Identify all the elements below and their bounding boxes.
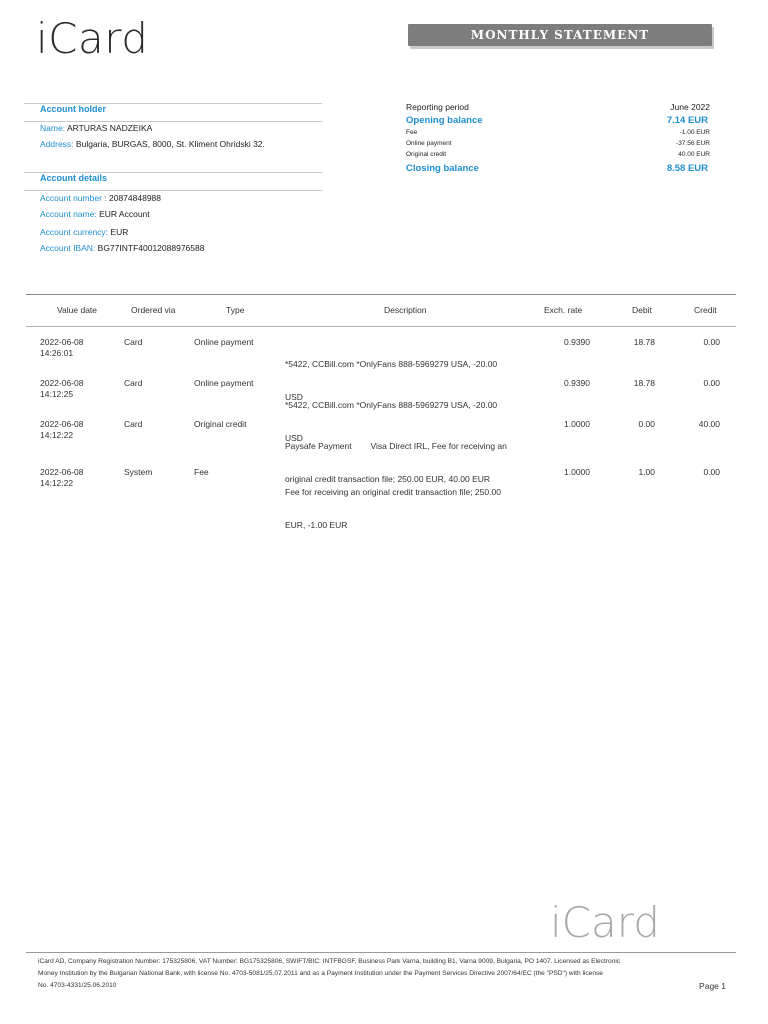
row-date: 2022-06-08 xyxy=(40,467,84,477)
row-exch-rate: 0.9390 xyxy=(564,378,590,388)
account-number-row xyxy=(40,193,161,203)
reporting-period-value: June 2022 xyxy=(670,102,710,112)
row-exch-rate: 1.0000 xyxy=(564,467,590,477)
table-row-date xyxy=(40,337,83,359)
footer-line-3: No. 4703-4331/25.06.2010 xyxy=(38,982,117,989)
account-name-label: Account name: xyxy=(40,209,97,219)
header-debit: Debit xyxy=(632,305,652,315)
divider xyxy=(24,121,322,122)
holder-address-value: Bulgaria, BURGAS, 8000, St. Kliment Ohridski 32. xyxy=(75,139,265,149)
row-description-line2: USD xyxy=(285,392,303,402)
row-credit: 0.00 xyxy=(703,467,720,477)
holder-name-value: ARTURAS NADZEIKA xyxy=(66,123,153,133)
icard-logo-footer: iCard xyxy=(550,898,660,947)
row-description-line1: *5422, CCBill.com *OnlyFans 888-5969279 USA, -20.00 xyxy=(285,359,498,369)
account-currency-value: EUR xyxy=(110,227,129,237)
table-row-date xyxy=(40,419,83,441)
icard-logo: iCard xyxy=(36,14,149,63)
row-time: 14:12:22 xyxy=(40,478,74,488)
fee-label: Fee xyxy=(406,129,418,136)
divider xyxy=(24,190,322,191)
table-header-rule xyxy=(26,326,736,327)
account-iban-label: Account IBAN: xyxy=(40,243,96,253)
account-name-row xyxy=(40,209,150,219)
header-description: Description xyxy=(384,305,427,315)
page-number: Page 1 xyxy=(699,981,726,991)
row-description-line1: Fee for receiving an original credit transaction file; 250.00 xyxy=(285,487,501,497)
account-iban-value: BG77INTF40012088976588 xyxy=(97,243,205,253)
row-type: Fee xyxy=(194,467,209,477)
fee-value: -1.00 EUR xyxy=(679,129,710,136)
row-description-line2: USD xyxy=(285,433,303,443)
row-description-line1: *5422, CCBill.com *OnlyFans 888-5969279 USA, -20.00 xyxy=(285,400,498,410)
account-number-label: Account number : xyxy=(40,193,107,203)
row-credit: 0.00 xyxy=(703,378,720,388)
footer-line-1: iCard AD, Company Registration Number: 175325806, VAT Number: BG175325806, SWIFT/BIC: INTFBGSF, Business Park Varna, building B1, Varna 9009, Bulgaria, PO 1407. Licensed as Electronic xyxy=(38,958,621,965)
row-credit: 40.00 xyxy=(698,419,720,429)
header-ordered-via: Ordered via xyxy=(131,305,176,315)
original-credit-label: Original credit xyxy=(406,151,447,158)
header-credit: Credit xyxy=(694,305,717,315)
row-debit: 1.00 xyxy=(638,467,655,477)
row-ordered-via: Card xyxy=(124,337,143,347)
closing-balance-value: 8.58 EUR xyxy=(666,163,708,174)
account-currency-row xyxy=(40,227,128,237)
row-exch-rate: 0.9390 xyxy=(564,337,590,347)
online-payment-label: Online payment xyxy=(406,140,452,147)
footer-line-2: Money Institution by the Bulgarian National Bank, with license No. 4703-5081/25.07.2011 and as a Payment Institution under the Payment Services Directive 2007/64/EC (the "PSD") with license xyxy=(38,970,603,977)
row-type: Original credit xyxy=(194,419,247,429)
row-description-line2: original credit transaction file; 250.00 EUR, 40.00 EUR xyxy=(285,474,491,484)
row-time: 14:26:01 xyxy=(40,348,74,358)
footer-rule xyxy=(26,952,736,953)
table-row-date xyxy=(40,378,83,400)
header-exch-rate: Exch. rate xyxy=(544,305,583,315)
statement-banner: MONTHLY STATEMENT xyxy=(408,24,712,46)
holder-name-label: Name: xyxy=(40,123,66,133)
account-currency-label: Account currency: xyxy=(40,227,109,237)
header-value-date: Value date xyxy=(57,305,98,315)
row-type: Online payment xyxy=(194,378,254,388)
row-description-line2: EUR, -1.00 EUR xyxy=(285,520,348,530)
row-ordered-via: Card xyxy=(124,378,143,388)
row-description-line1: Paysafe Payment Visa Direct IRL, Fee for receiving an xyxy=(285,441,507,451)
online-payment-value: -37.56 EUR xyxy=(676,140,710,147)
row-date: 2022-06-08 xyxy=(40,378,84,388)
opening-balance-label: Opening balance xyxy=(406,115,483,126)
table-top-rule xyxy=(26,294,736,295)
row-date: 2022-06-08 xyxy=(40,337,84,347)
original-credit-value: 40.00 EUR xyxy=(678,151,710,158)
row-debit: 0.00 xyxy=(638,419,655,429)
row-ordered-via: System xyxy=(124,467,153,477)
row-exch-rate: 1.0000 xyxy=(564,419,590,429)
account-holder-heading: Account holder xyxy=(40,104,107,114)
row-debit: 18.78 xyxy=(633,337,655,347)
account-name-value: EUR Account xyxy=(99,209,150,219)
row-date: 2022-06-08 xyxy=(40,419,84,429)
row-ordered-via: Card xyxy=(124,419,143,429)
row-time: 14:12:22 xyxy=(40,430,74,440)
header-type: Type xyxy=(226,305,245,315)
closing-balance-label: Closing balance xyxy=(406,163,479,174)
row-description xyxy=(285,465,535,542)
footer-legal-text xyxy=(38,956,730,992)
holder-name-row xyxy=(40,123,152,133)
row-time: 14:12:25 xyxy=(40,389,74,399)
account-number-value: 20874848988 xyxy=(109,193,162,203)
row-type: Online payment xyxy=(194,337,254,347)
opening-balance-value: 7.14 EUR xyxy=(666,115,708,126)
row-debit: 18.78 xyxy=(633,378,655,388)
holder-address-row xyxy=(40,139,265,149)
account-details-heading: Account details xyxy=(40,173,108,183)
row-credit: 0.00 xyxy=(703,337,720,347)
reporting-period-label: Reporting period xyxy=(406,102,469,112)
account-iban-row xyxy=(40,243,204,253)
table-row-date xyxy=(40,467,83,489)
holder-address-label: Address: xyxy=(40,139,74,149)
